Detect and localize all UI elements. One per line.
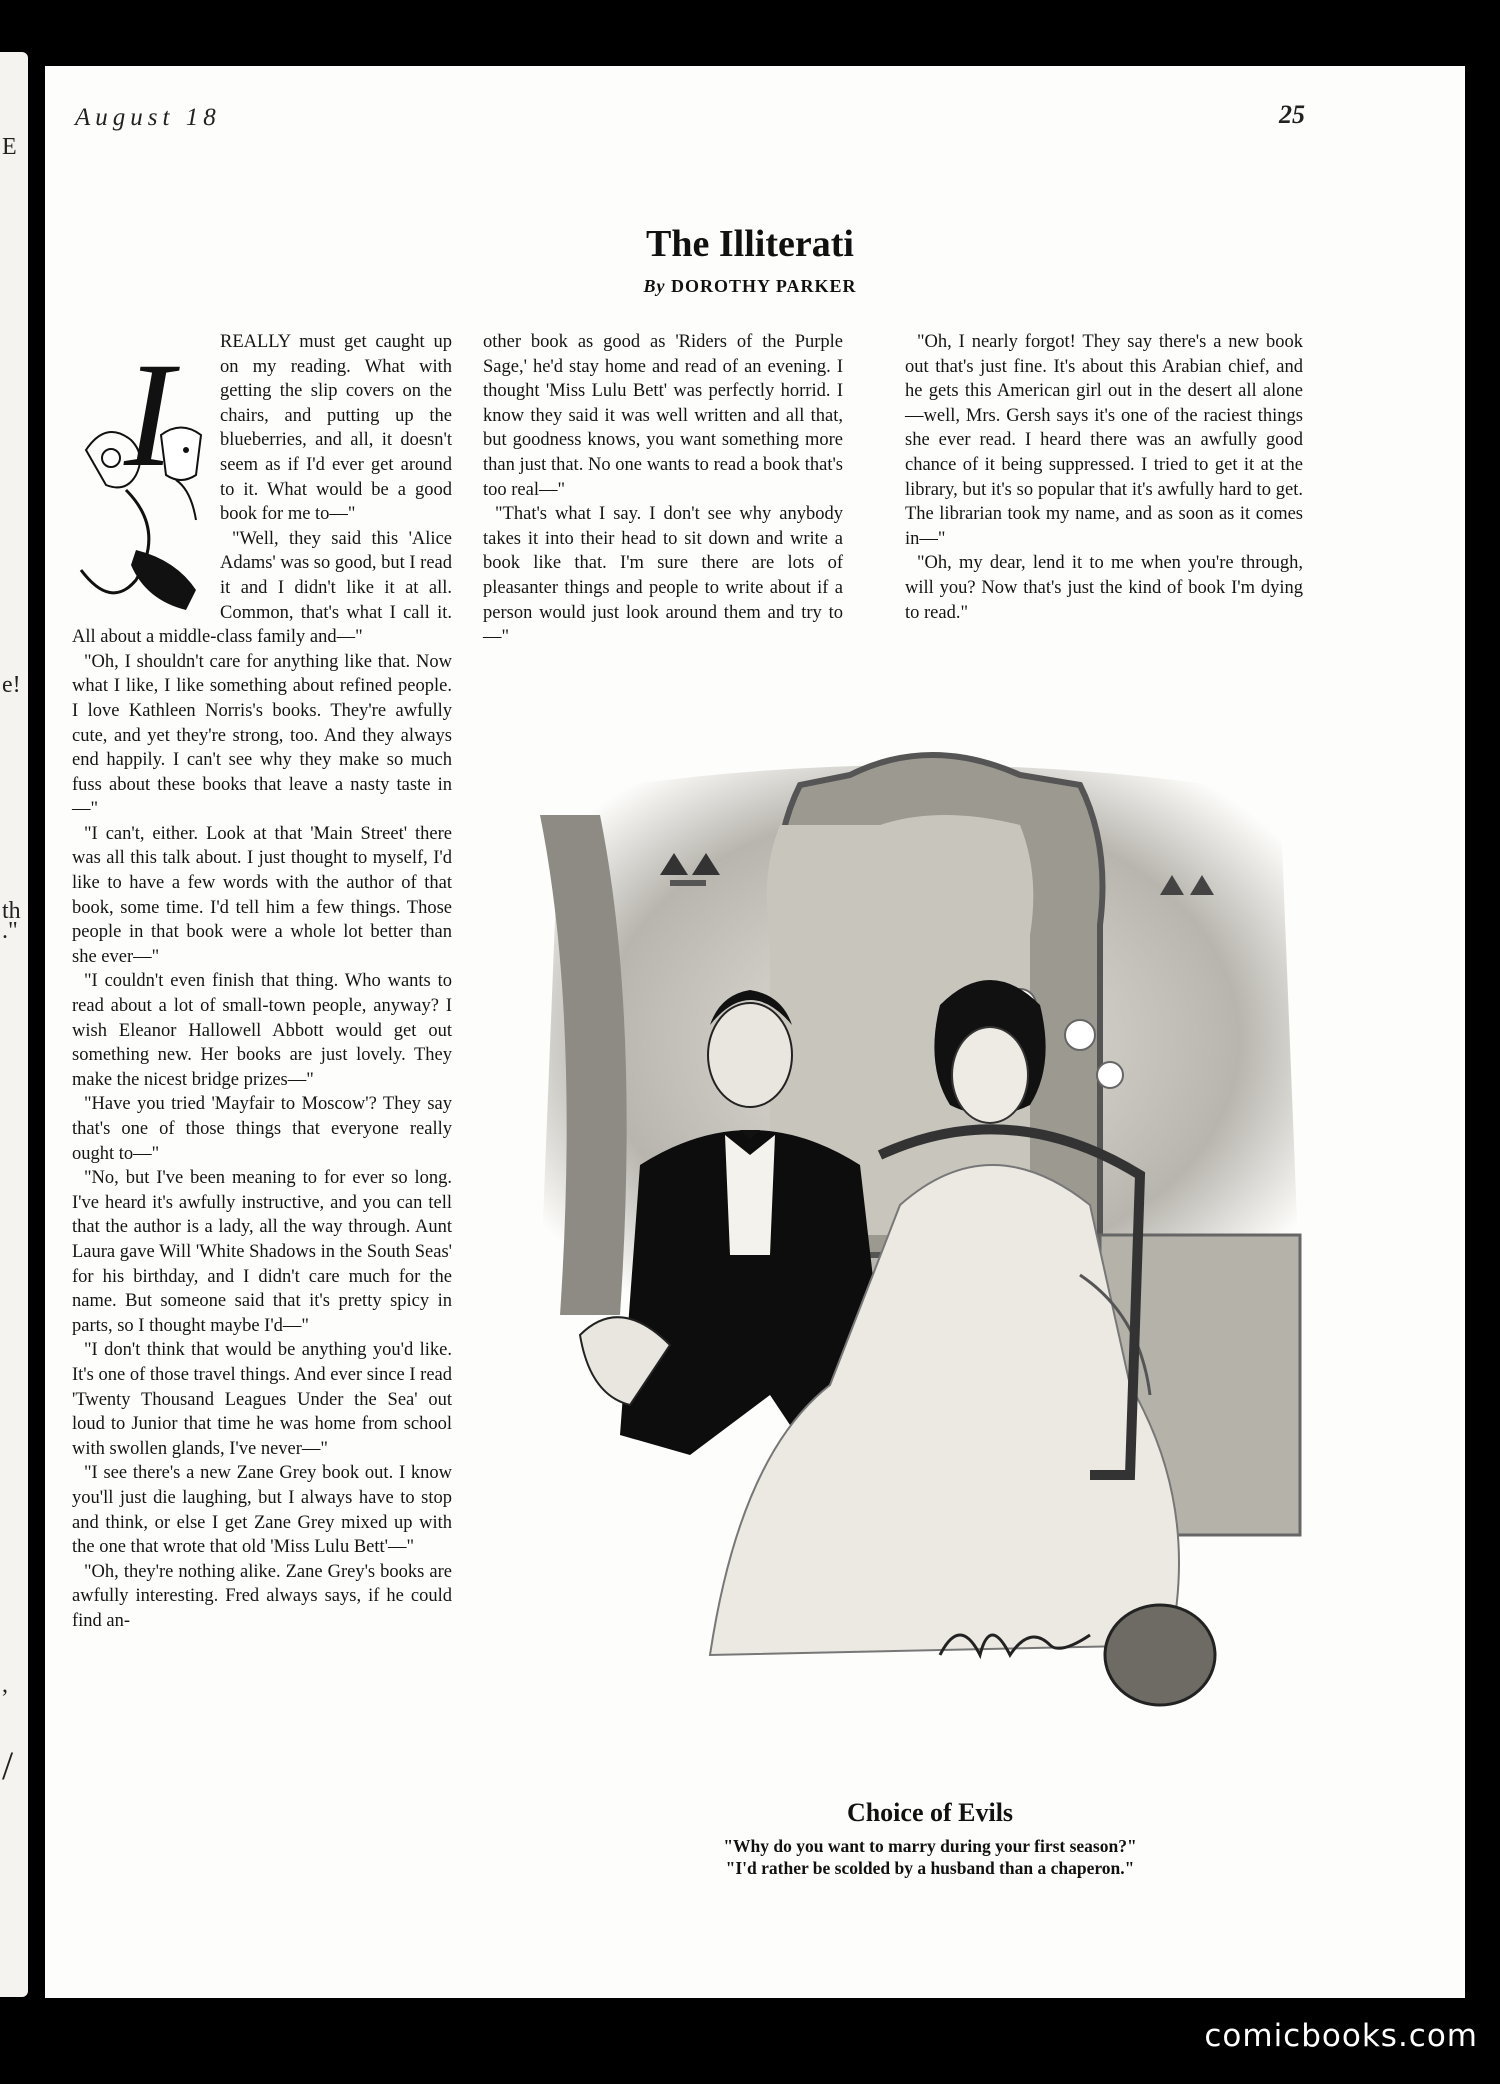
article-column-1 bbox=[72, 330, 452, 1633]
paragraph: "I can't, either. Look at that 'Main Street' there was all this talk about. I just thought to myself, I'd like to have a few words with the author of that book, some time. I'd tell him a few things. Those people in that book were a whole lot better than she ever—" bbox=[72, 823, 452, 967]
paragraph: other book as good as 'Riders of the Purple Sage,' he'd stay home and read of an evening. I thought 'Miss Lulu Bett' was perfectly horrid. I know they said it was well written and all that, but goodness knows, you want something more than just that. No one wants to read a book that's too real—" bbox=[483, 332, 843, 500]
paragraph: "I see there's a new Zane Grey book out. I know you'll just die laughing, but I always have to stop and think, or else I get Zane Grey mixed up with the one that wrote that old 'Miss Lulu Bett'—" bbox=[72, 1463, 452, 1558]
paragraph: "Have you tried 'Mayfair to Moscow'? They say that's one of those things that everyone really ought to—" bbox=[72, 1094, 452, 1164]
paragraph: "Well, they said this 'Alice Adams' was so good, but I read it and I didn't like it at all. Common, that's what I call it. All about a middle-class family and—" bbox=[72, 528, 452, 648]
cartoon-title: Choice of Evils bbox=[846, 1798, 1014, 1827]
cartoon-caption-line-1: "Why do you want to marry during your first season?" bbox=[723, 1836, 1137, 1856]
site-watermark: comicbooks.com bbox=[1204, 2018, 1478, 2054]
article-column-2 bbox=[483, 330, 843, 650]
paragraph: "Oh, I shouldn't care for anything like that. Now what I like, I like something about refined people. I love Kathleen Norris's books. They're awfully cute, and yet they're strong, too. And they always end happily. I can't see why they make so much fuss about these books that leave a nasty taste in—" bbox=[72, 651, 452, 820]
margin-fragment: e! bbox=[2, 672, 21, 698]
paragraph: "Oh, my dear, lend it to me when you're through, will you? Now that's just the kind of book I'm dying to read." bbox=[905, 553, 1303, 623]
paragraph: "I don't think that would be anything you'd like. It's one of those travel things. And ever since I read 'Twenty Thousand Leagues Under the Sea' out loud to Junior that time he was home from school with swollen glands, I've never—" bbox=[72, 1340, 452, 1459]
paragraph: "Oh, I nearly forgot! They say there's a new book out that's just fine. It's about this Arabian chief, and he gets this American girl out in the desert all alone—well, Mrs. Gersh says it's one of the raciest things she ever read. I heard there was an awfully good chance of it being suppressed. I tried to get it at the library, but it's so popular that it's awfully hard to get. The librarian took my name, and as soon as it comes in—" bbox=[905, 332, 1303, 549]
dropcap-letter: I bbox=[124, 332, 174, 498]
issue-date: August 18 bbox=[75, 104, 221, 131]
previous-page-edge bbox=[0, 52, 28, 1997]
margin-fragment: E bbox=[2, 134, 17, 160]
byline-prefix: By bbox=[643, 276, 666, 296]
article-title: The Illiterati bbox=[646, 223, 854, 265]
margin-fragment: ." bbox=[2, 918, 18, 944]
page-number: 25 bbox=[1279, 100, 1305, 129]
paragraph: "That's what I say. I don't see why anybody takes it into their head to sit down and write a book like that. I'm sure there are lots of pleasanter things and people to write about if a person would just look around them and try to—" bbox=[483, 504, 843, 648]
paragraph: "No, but I've been meaning to for ever so long. I've heard it's awfully instructive, and you can tell that the author is a lady, all the way through. Aunt Laura gave Will 'White Shadows in the South Seas' for his birthday, and I didn't care much for the name. But someone said that it's pretty spicy in parts, so I thought maybe I'd—" bbox=[72, 1168, 452, 1336]
paragraph: REALLY must get caught up on my reading. What with getting the slip covers on the chairs, and putting up the blueberries, and all, it doesn't seem as if I'd ever get around to it. What would be a good book for me to—" bbox=[220, 332, 452, 525]
cartoon-illustration bbox=[520, 735, 1320, 1780]
paragraph: "I couldn't even finish that thing. Who wants to read about a lot of small-town people, anyway? I wish Eleanor Hallowell Abbott would get out something new. Her books are just lovely. They make the nicest bridge prizes—" bbox=[72, 971, 452, 1090]
decorative-initial bbox=[66, 330, 206, 612]
margin-fragment: / bbox=[2, 1743, 14, 1788]
byline-author: DOROTHY PARKER bbox=[670, 276, 857, 296]
byline bbox=[0, 276, 1500, 297]
margin-fragment: th bbox=[2, 898, 21, 924]
paragraph: "Oh, they're nothing alike. Zane Grey's books are awfully interesting. Fred always says, if he could find an- bbox=[72, 1561, 452, 1631]
feather-fan-icon bbox=[1105, 1605, 1215, 1705]
cartoon-caption-line-2: "I'd rather be scolded by a husband than a chaperon." bbox=[725, 1858, 1135, 1878]
article-column-3 bbox=[905, 330, 1303, 625]
margin-fragment: , bbox=[2, 1672, 8, 1698]
